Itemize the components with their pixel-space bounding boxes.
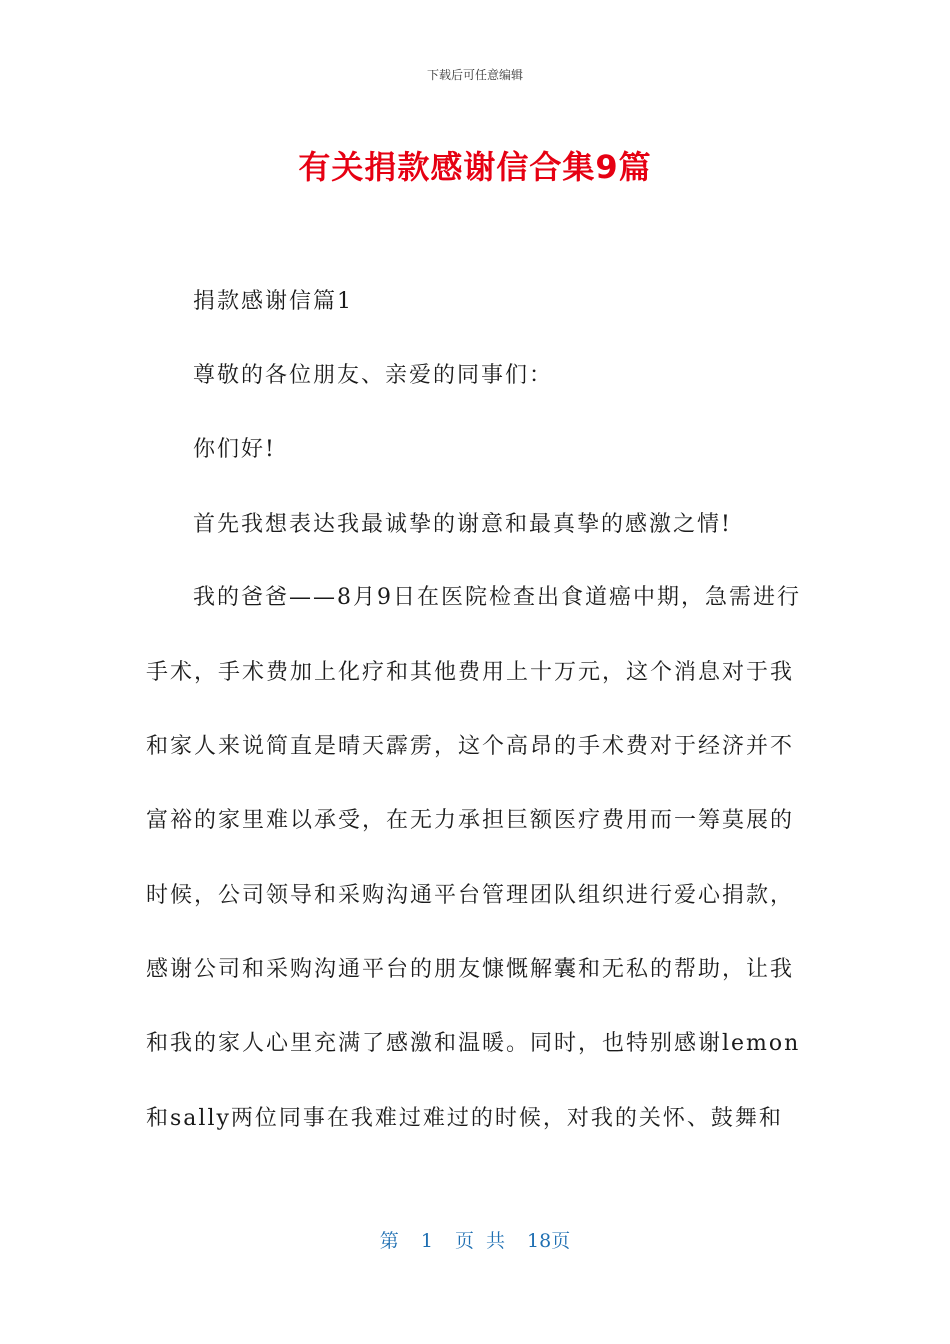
section-heading: 捐款感谢信篇1	[193, 289, 353, 314]
paragraph-line: 和我的家人心里充满了感激和温暖。同时，也特别感谢lemon	[146, 1031, 801, 1056]
paragraph-line: 和sally两位同事在我难过难过的时候，对我的关怀、鼓舞和	[146, 1106, 783, 1131]
greeting: 你们好!	[193, 437, 276, 462]
footer-prefix: 第	[379, 1230, 399, 1252]
header-note: 下载后可任意编辑	[426, 68, 523, 82]
paragraph-line: 时候，公司领导和采购沟通平台管理团队组织进行爱心捐款，	[146, 883, 795, 908]
document-title: 有关捐款感谢信合集9篇	[298, 148, 652, 186]
paragraph-line: 感谢公司和采购沟通平台的朋友慷慨解囊和无私的帮助，让我	[146, 957, 795, 982]
paragraph-line: 和家人来说简直是晴天霹雳，这个高昂的手术费对于经济并不	[146, 734, 795, 759]
paragraph-line: 富裕的家里难以承受，在无力承担巨额医疗费用而一筹莫展的	[146, 808, 795, 833]
footer-total-pages: 18页	[527, 1230, 571, 1252]
page-footer	[0, 1226, 950, 1253]
paragraph-line: 我的爸爸——8月9日在医院检查出食道癌中期，急需进行	[193, 585, 801, 610]
paragraph-line: 首先我想表达我最诚挚的谢意和最真挚的感激之情!	[193, 512, 732, 537]
footer-page-number: 1	[420, 1230, 433, 1252]
footer-middle: 页 共	[454, 1230, 505, 1252]
salutation: 尊敬的各位朋友、亲爱的同事们：	[193, 363, 554, 388]
paragraph-line: 手术，手术费加上化疗和其他费用上十万元，这个消息对于我	[146, 660, 795, 685]
